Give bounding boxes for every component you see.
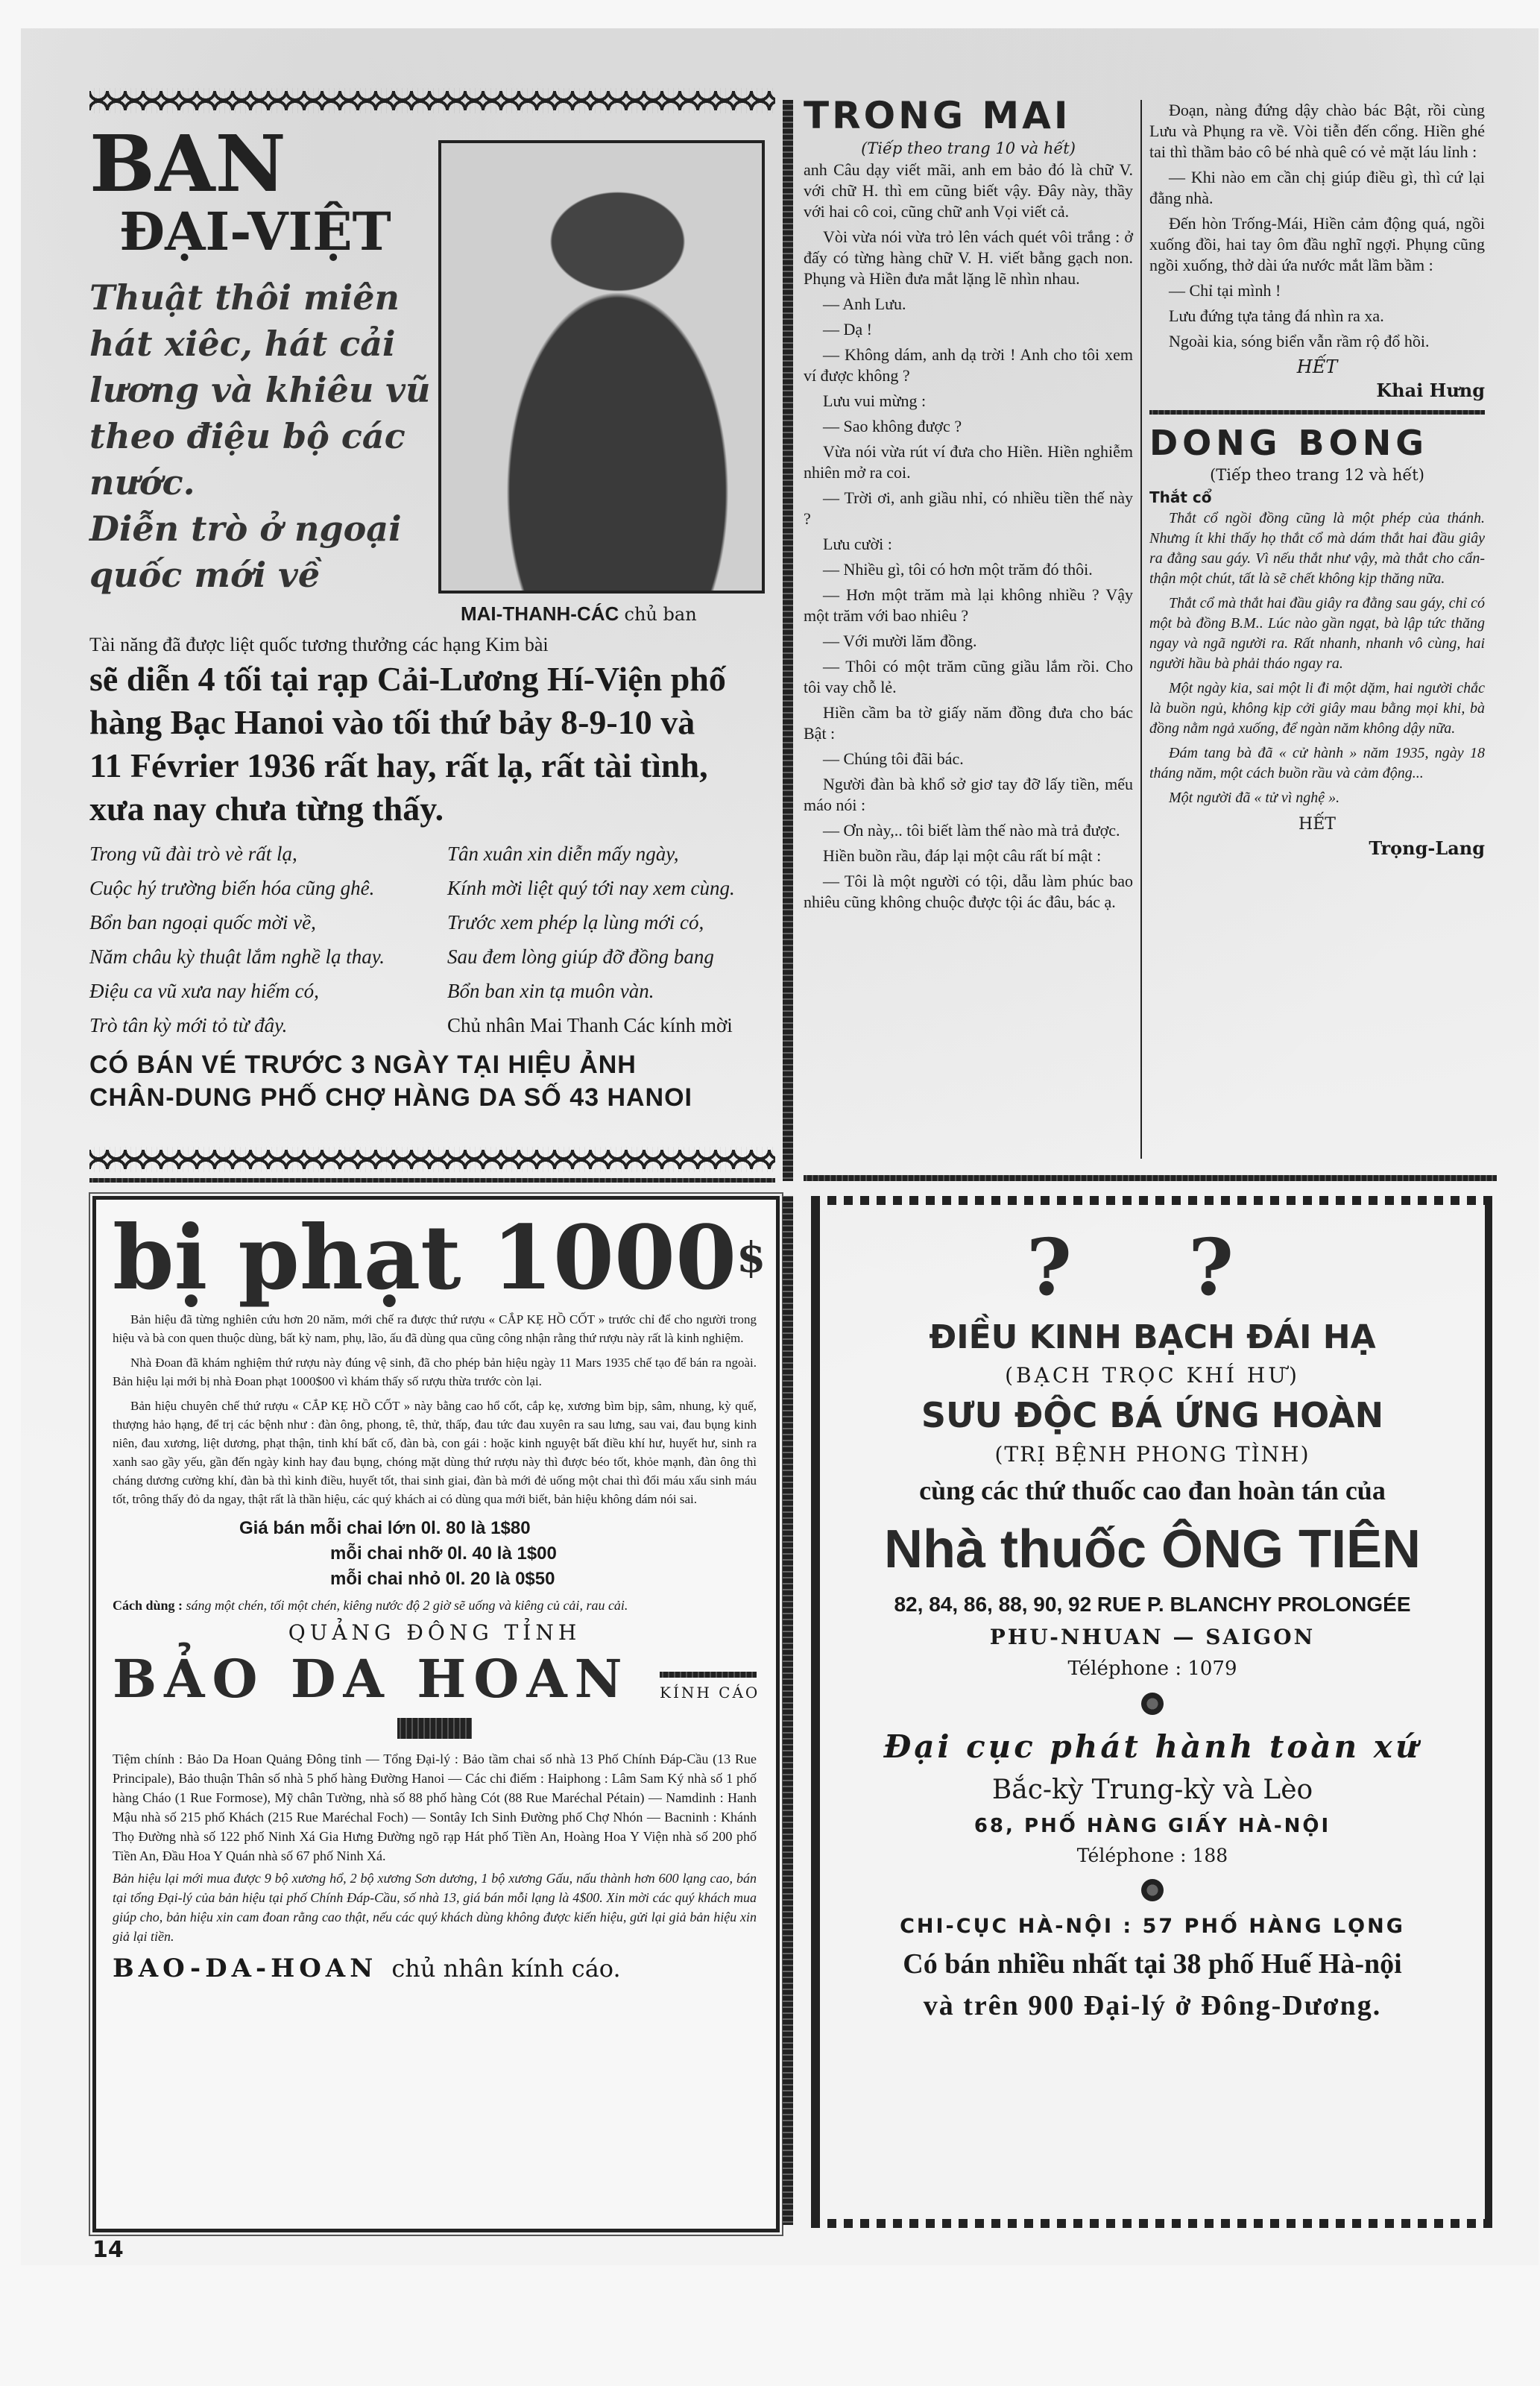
- subtitle-line: lương và khiêu vũ: [89, 370, 431, 410]
- story-title-dong-bong: DONG BONG: [1149, 423, 1428, 463]
- verse-line: Chủ nhân Mai Thanh Các kính mời: [447, 1014, 733, 1036]
- product-line-2: SƯU ĐỘC BÁ ỨNG HOÀN: [921, 1395, 1384, 1435]
- ad-headline: [113, 1206, 766, 1310]
- trong-mai-column-1: [804, 94, 1133, 913]
- body-line: hàng Bạc Hanoi vào tối thứ bảy 8-9-10 và: [89, 703, 695, 741]
- subtitle-line: Diễn trò ở ngoại: [89, 509, 402, 549]
- pharmacy-city: PHU-NHUAN — SAIGON: [989, 1625, 1316, 1649]
- story-paragraph: — Hơn một trăm mà lại không nhiều ? Vậy một trăm với bao nhiêu ?: [804, 585, 1133, 625]
- distributor-regions: Bắc-kỳ Trung-kỳ và Lèo: [991, 1775, 1313, 1805]
- sold-at-line-2: và trên 900 Đại-lý ở Đông-Dương.: [923, 1990, 1382, 2021]
- story-paragraph: anh Câu dạy viết mãi, anh em bảo đó là chữ V. với chữ H. thì em cũng biết vậy. Đây này, thầy với hai cô coi, cũng chữ anh Vọi viết cả.: [804, 160, 1133, 221]
- agents-list: Tiệm chính : Bảo Da Hoan Quảng Đông tỉnh — Tổng Đại-lý : Bảo tầm chai số nhà 13 Phố Chính Đáp-Cầu (13 Rue Principale), Bảo thuận Thân số nhà 5 phố hàng Đường Hanoi — Các chi điếm : Haiphong : Lâm Sam Ký nhà số 1 phố hàng Cháo (1 Rue Formose), Mỹ chân Tường, nhà số 88 phố hàng Cót (88 Rue Maréchal Pétain) — Namdinh : Hanh Mậu nhà số 215 phố Khách (215 Rue Maréchal Foch) — Sontây Ich Sinh Đường phố Chợ Nhón — Bacninh : Khánh Thọ Đường nhà số 122 phố Ninh Xá Gia Hưng Đường ngõ rạp Hát phố Tiền An, Hoàng Hoa Y Viện nhà số 200 phố Tiền An, Đầu Hoa Y Quán nhà số 67 phố Ninh Xá.: [113, 1751, 757, 1863]
- verse-line: Trò tân kỳ mới tỏ từ đây.: [89, 1014, 288, 1036]
- verse-line: Bổn ban xin tạ muôn vàn.: [447, 980, 654, 1002]
- story-paragraph: Đoạn, nàng đứng dậy chào bác Bật, rồi cùng Lưu và Phụng ra về. Vòi tiễn đến cổng. Hiền ghé tai thì thầm bảo cô bé nhà quê có vẻ mặt láu lỉnh :: [1149, 101, 1485, 161]
- subtitle-line: nước.: [89, 462, 195, 503]
- story-paragraph: — Nhiều gì, tôi có hơn một trăm đó thôi.: [823, 560, 1093, 579]
- ad-top-rule: [804, 1175, 1497, 1181]
- story-paragraph: Một người đã « tử vì nghệ ».: [1169, 790, 1340, 806]
- story-author: Khai Hưng: [1376, 380, 1485, 401]
- column-divider: [783, 100, 793, 1181]
- story-paragraph: — Sao không được ?: [823, 417, 962, 435]
- ad-body: [113, 1310, 757, 1508]
- usage-label: Cách dùng :: [113, 1598, 183, 1613]
- ong-tien-content: [820, 1220, 1485, 2027]
- verse-block: [89, 837, 775, 1042]
- newspaper-page: [21, 28, 1539, 2265]
- right-column: [1149, 100, 1485, 860]
- ticket-line-2: CHÂN-DUNG PHỐ CHỢ HÀNG DA SỐ 43 HANOI: [89, 1083, 693, 1112]
- body-line: xưa nay chưa từng thấy.: [89, 790, 444, 828]
- column-divider-lower: [783, 1196, 793, 2225]
- ornament-bar: [397, 1718, 472, 1739]
- signoff-brand: BAO-DA-HOAN: [113, 1954, 378, 1983]
- advertisement-ong-tien: [811, 1196, 1494, 2228]
- ad-headline-text: bị phạt 1000: [113, 1206, 737, 1309]
- dong-bong-body: [1149, 509, 1485, 808]
- bones-notice: Bản hiệu lại mới mua được 9 bộ xương hổ, 2 bộ xương Sơn dương, 1 bộ xương Gấu, nấu thành hơn 600 lạng cao, bán tại tổng Đại-lý của bản hiệu tại phố Chính Đáp-Cầu, số nhà 13, giá bán mỗi lạng là 4$00. Xin mời các quý khách mua giúp cho, bản hiệu xin cam đoan rằng cao thật, nếu các quý khách dùng không được kiến hiệu, gửi lại giả bản hiệu xin giả lại tiền.: [113, 1871, 757, 1944]
- advertisement-bao-da-hoan: [92, 1196, 780, 2232]
- story-paragraph: — Không dám, anh dạ trời ! Anh cho tôi xem ví được không ?: [804, 345, 1133, 385]
- dollar-symbol: $: [736, 1233, 766, 1282]
- story-paragraph: — Thôi có một trăm cũng giầu lắm rồi. Cho tôi vay chỗ lẻ.: [804, 657, 1133, 696]
- page-number: 14: [92, 2237, 124, 2263]
- price-block: [239, 1516, 757, 1592]
- story-paragraph: Đến hòn Trống-Mái, Hiền cảm động quá, ngồi xuống đồi, hai tay ôm đầu nghĩ ngợi. Phụng cũng ngồi xuống, thở dài ứa nước mắt lầm bầm :: [1149, 214, 1485, 274]
- story-column-1: [804, 160, 1133, 913]
- story-paragraph: Lưu cười :: [823, 535, 892, 553]
- story-paragraph: Đám tang bà đã « cử hành » năm 1935, ngày 18 tháng năm, một cách buồn rầu và cảm động...: [1149, 745, 1485, 781]
- distributor-phone: Téléphone : 188: [1076, 1845, 1228, 1866]
- price-medium: mỗi chai nhỡ 0l. 40 là 1$00: [330, 1543, 557, 1564]
- story-paragraph: — Chỉ tại mình !: [1169, 281, 1281, 300]
- product-line-1: ĐIỀU KINH BẠCH ĐÁI HẠ: [929, 1318, 1376, 1356]
- photo-caption: [461, 602, 697, 626]
- article-title-dai-viet: ĐẠI-VIỆT: [119, 201, 391, 262]
- ticket-block: [89, 1048, 775, 1114]
- story-paragraph: — Tôi là một người có tội, dẫu làm phúc bao nhiêu cũng không chuộc được tội ác đâu, bác ạ.: [804, 872, 1133, 911]
- product-line-1-sub: (BẠCH TRỌC KHÍ HƯ): [1005, 1363, 1300, 1388]
- verse-line: Điệu ca vũ xưa nay hiếm có,: [89, 980, 319, 1002]
- story-paragraph: — Trời ơi, anh giầu nhỉ, có nhiều tiền thế này ?: [804, 488, 1133, 528]
- verse-line: Trong vũ đài trò vè rất lạ,: [89, 843, 297, 865]
- body-line: sẽ diễn 4 tối tại rạp Cải-Lương Hí-Viện phố: [89, 660, 726, 698]
- story-paragraph: Hiền buồn rầu, đáp lại một câu rất bí mật :: [823, 846, 1102, 865]
- article-title-ban: BAN: [89, 118, 286, 210]
- product-line-3: cùng các thứ thuốc cao đan hoàn tán của: [919, 1476, 1386, 1505]
- question-marks: ? ?: [1026, 1221, 1279, 1313]
- subtitle-line: quốc mới về: [89, 555, 321, 595]
- article-body: [89, 658, 775, 831]
- story-paragraph: Thắt cổ ngồi đồng cũng là một phép của thánh. Nhưng ít khi thấy họ thắt cổ mà dám thắt hai đầu giây ra đằng sau gáy. Vì nếu thắt như vậy, mà thắt cho cẩn-thận một chút, tất là sẽ chết không kịp thăng nữa.: [1149, 510, 1485, 587]
- brand-row: [113, 1648, 760, 1710]
- ticket-line-1: CÓ BÁN VÉ TRƯỚC 3 NGÀY TẠI HIỆU ẢNH: [89, 1051, 637, 1079]
- body-line: 11 Février 1936 rất hay, rất lạ, rất tài tình,: [89, 746, 708, 784]
- usage-instructions: [113, 1596, 757, 1615]
- verse-line: Sau đem lòng giúp đỡ đồng bang: [447, 945, 714, 968]
- pharmacy-brand: Nhà thuốc ÔNG TIÊN: [884, 1520, 1421, 1579]
- story-paragraph: Vừa nói vừa rút ví đưa cho Hiền. Hiền nghiễm nhiên mở ra coi.: [804, 442, 1133, 482]
- ad-paragraph: Bản hiệu đã từng nghiên cứu hơn 20 năm, mới chế ra được thứ rượu « CẮP KẸ HỒ CỐT » trước chỉ để cho người trong hiệu và bà con quen thuộc dùng, bất kỳ nam, phụ, lão, ấu đã dùng qua cũng công nhận rằng thứ rượu này rất là kinh nghiệm.: [113, 1312, 757, 1345]
- verse-line: Kính mời liệt quý tới nay xem cùng.: [447, 877, 735, 899]
- story-paragraph: Một ngày kia, sai một li đi một dặm, hai người chắc là buồn ngủ, không kịp cởi giây mau bằng mọi khi, bà đồng nằm ngả xuống, để ngàn năm không dậy nữa.: [1149, 680, 1485, 737]
- story-paragraph: Lưu vui mừng :: [823, 391, 927, 410]
- story-paragraph: — Anh Lưu.: [823, 295, 906, 313]
- story-paragraph: Thắt cổ mà thắt hai đầu giây ra đằng sau gáy, chỉ có một bà đồng B.M.. Lúc nào gần ngạt, bà lập tức thăng ngay và ngã người ra. Rất nhanh, nhanh vô cùng, hai người hầu bà phải tháo ngay ra.: [1149, 595, 1485, 672]
- story-paragraph: — Với mười lăm đồng.: [823, 632, 977, 650]
- caption-name: MAI-THANH-CÁC: [461, 602, 619, 625]
- story-paragraph: Vòi vừa nói vừa trỏ lên vách quét vôi trắng : ở đấy có từng hàng chữ V. H. viết bằng gạch non. Phụng và Hiền đưa mắt lặng lẽ nhìn nhau.: [804, 227, 1133, 288]
- province-label: QUẢNG ĐÔNG TỈNH: [288, 1620, 581, 1645]
- story-paragraph: — Dạ !: [823, 320, 872, 339]
- ornament-dot-1: [820, 1693, 1485, 1715]
- story-end-mark: HẾT: [1296, 356, 1338, 377]
- ad-signoff: [113, 1952, 757, 1989]
- column-rule: [1140, 100, 1142, 1159]
- divider-rule: [89, 1178, 775, 1183]
- verse-right-column: [447, 837, 775, 1042]
- signoff-text: chủ nhân kính cáo.: [391, 1954, 621, 1983]
- pharmacy-phone: Téléphone : 1079: [1067, 1658, 1237, 1680]
- wavy-border-bottom: [89, 1147, 775, 1172]
- subtitle-line: Thuật thôi miên: [89, 277, 400, 318]
- verse-left-column: [89, 837, 417, 1042]
- distributor-heading: Đại cục phát hành toàn xứ: [883, 1728, 1421, 1765]
- ornament-dot-2: [820, 1879, 1485, 1901]
- verse-line: Trước xem phép lạ lùng mới có,: [447, 911, 704, 934]
- story-continued-note-2: (Tiếp theo trang 12 và hết): [1210, 466, 1424, 484]
- article-main: [89, 632, 775, 1114]
- subtitle-line: theo điệu bộ các: [89, 416, 405, 456]
- ad-content: [113, 1206, 766, 1989]
- verse-line: Bổn ban ngoại quốc mời về,: [89, 911, 316, 934]
- usage-text: sáng một chén, tối một chén, kiêng nước độ 2 giờ sẽ uống và kiêng củ cải, rau cải.: [186, 1598, 628, 1613]
- story-author-2: Trọng-Lang: [1369, 837, 1485, 859]
- story-column-2: [1149, 100, 1485, 352]
- story-paragraph: Người đàn bà khổ sở giơ tay đỡ lấy tiền, mếu máo nói :: [804, 775, 1133, 814]
- story-section-heading: Thắt cổ: [1149, 488, 1212, 506]
- story-continued-note: (Tiếp theo trang 10 và hết): [861, 139, 1076, 157]
- story-paragraph: Lưu đứng tựa tảng đá nhìn ra xa.: [1169, 306, 1384, 325]
- story-paragraph: — Ơn này,.. tôi biết làm thế nào mà trả được.: [823, 821, 1120, 840]
- story-title-trong-mai: TRONG MAI: [804, 94, 1071, 137]
- product-line-2-sub: (TRỊ BỆNH PHONG TÌNH): [994, 1442, 1310, 1467]
- price-large: Giá bán mỗi chai lớn 0l. 80 là 1$80: [239, 1518, 531, 1538]
- article-intro: Tài năng đã được liệt quốc tương thưởng các hạng Kim bài: [89, 634, 549, 655]
- ad-paragraph: Nhà Đoan đã khám nghiệm thứ rượu này đúng vệ sinh, đã cho phép bản hiệu ngày 11 Mars 1935 chế tạo để bán ra ngoài. Bản hiệu lại mới bị nhà Đoan phạt 1000$00 vì khám thấy số rượu thừa trước còn lại.: [113, 1356, 757, 1388]
- story-paragraph: Ngoài kia, sóng biển vẫn rầm rộ đổ hồi.: [1169, 332, 1430, 350]
- article-title-block: [89, 118, 417, 262]
- subtitle-line: hát xiêc, hát cải: [89, 324, 396, 364]
- story-paragraph: — Khi nào em cần chị giúp điều gì, thì cứ lại đằng nhà.: [1149, 168, 1485, 207]
- price-small: mỗi chai nhỏ 0l. 20 là 0$50: [330, 1569, 555, 1589]
- wavy-border-top: [89, 88, 775, 113]
- portrait-photo: [438, 140, 765, 594]
- kinh-cao-label: KÍNH CÁO: [660, 1684, 760, 1702]
- story-end-mark-2: HẾT: [1298, 815, 1336, 834]
- caption-role: chủ ban: [624, 604, 697, 625]
- branch-address: CHI-CỤC HÀ-NỘI : 57 PHỐ HÀNG LỌNG: [900, 1915, 1405, 1938]
- pharmacy-address: 82, 84, 86, 88, 90, 92 RUE P. BLANCHY PROLONGÉE: [894, 1593, 1411, 1616]
- kinh-cao-block: [660, 1672, 760, 1710]
- verse-line: Cuộc hý trường biến hóa cũng ghê.: [89, 877, 375, 899]
- brand-rule: [660, 1672, 757, 1678]
- story-separator: [1149, 410, 1485, 415]
- verse-line: Tân xuân xin diễn mấy ngày,: [447, 843, 679, 865]
- brand-name: BẢO DA HOAN: [113, 1648, 630, 1710]
- verse-line: Năm châu kỳ thuật lắm nghề lạ thay.: [89, 945, 385, 968]
- ad-paragraph: Bản hiệu chuyên chế thứ rượu « CẮP KẸ HỒ CỐT » này bằng cao hổ cốt, cắp kẹ, xương bìm bịp, sâm, nhung, kỳ quế, thượng hảo hạng, để trị các bệnh như : đàn ông, phong, tê, thử, thấp, đau tức đau xuyên ra sau lưng, sau vai, đau bụng kinh niên, đau xương, liệt dương, phạt thận, tinh khí bất cố, đàn bà, con gái : hoặc kinh nguyệt bất điều khí hư, huyết hư, sinh ra xanh sao gầy yếu, gần đến ngày kinh hay đau bụng, chóng mặt dùng thứ rượu này thì được béo tốt, khỏe mạnh, đàn ông thì cháng dương cường khí, đàn bà thì kinh điều, huyết tốt, thai sinh giai, đàn bà mới đẻ uống một chai thì đổi máu xấu sinh máu tốt, trông thấy đỏ da ngay, thật rất là thần hiệu, các quý khách ai có dùng qua mới biết, bản hiệu không dám nói sai.: [113, 1399, 757, 1506]
- story-paragraph: — Chúng tôi đãi bác.: [823, 749, 964, 768]
- article-subtitle: [89, 274, 431, 598]
- distributor-address: 68, PHỐ HÀNG GIẤY HÀ-NỘI: [973, 1815, 1331, 1837]
- story-paragraph: Hiền cầm ba tờ giấy năm đồng đưa cho bác Bật :: [804, 703, 1133, 743]
- sold-at-line-1: Có bán nhiều nhất tại 38 phố Huế Hà-nội: [903, 1948, 1402, 1980]
